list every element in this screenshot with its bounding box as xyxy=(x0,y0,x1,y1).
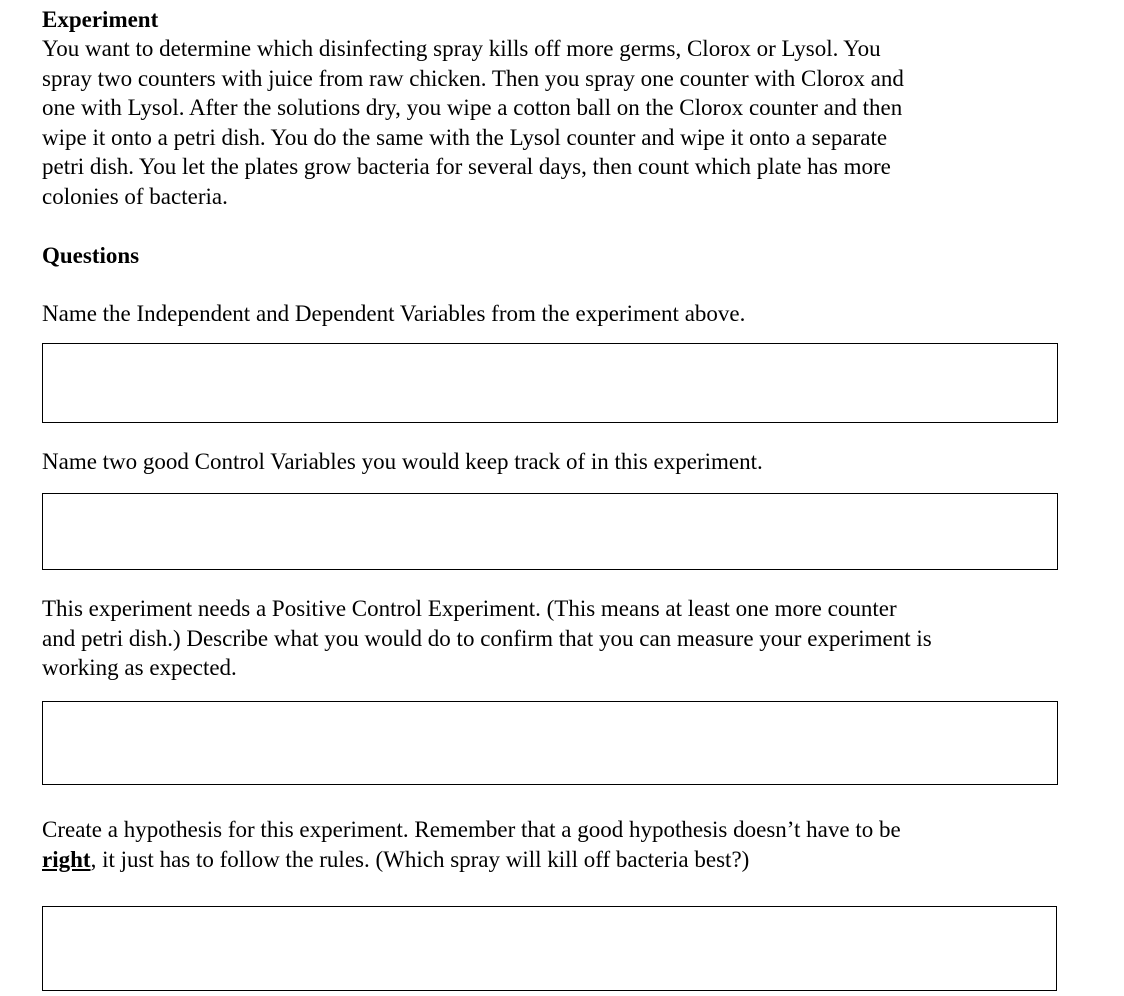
question-4-answer-field[interactable] xyxy=(42,906,1057,991)
questions-heading: Questions xyxy=(42,243,140,268)
question-4-prompt-line-1: Create a hypothesis for this experiment. Remember that a good hypothesis doesn’t have to be xyxy=(42,817,901,842)
question-1-answer-field[interactable] xyxy=(42,343,1058,423)
emphasis-right: right xyxy=(42,846,91,872)
experiment-description: You want to determine which disinfecting spray kills off more germs, Clorox or Lysol. You spray two counters with juice from raw chicken. Then you spray one counter with Clorox and one with Lysol. After the solutions dry, you wipe a cotton ball on the Clorox counter and then wipe it onto a petri dish. You do the same with the Lysol counter and wipe it onto a separate petri dish. You let the plates grow bacteria for several days, then count which plate has more colonies of bacteria. xyxy=(42,36,904,209)
question-4-prompt-line-2-rest: , it just has to follow the rules. (Which spray will kill off bacteria best?) xyxy=(90,846,750,872)
experiment-heading: Experiment xyxy=(42,7,159,32)
question-3-prompt: This experiment needs a Positive Control Experiment. (This means at least one more counter and petri dish.) Describe what you would do to confirm that you can measure your experiment is working as expected. xyxy=(42,596,932,680)
question-1-prompt: Name the Independent and Dependent Variables from the experiment above. xyxy=(42,301,746,326)
question-4-prompt-line-2 xyxy=(42,845,1042,875)
question-2-answer-field[interactable] xyxy=(42,493,1058,570)
question-2-prompt: Name two good Control Variables you would keep track of in this experiment. xyxy=(42,449,763,474)
question-3-answer-field[interactable] xyxy=(42,701,1058,785)
question-4-prompt xyxy=(42,815,1042,874)
